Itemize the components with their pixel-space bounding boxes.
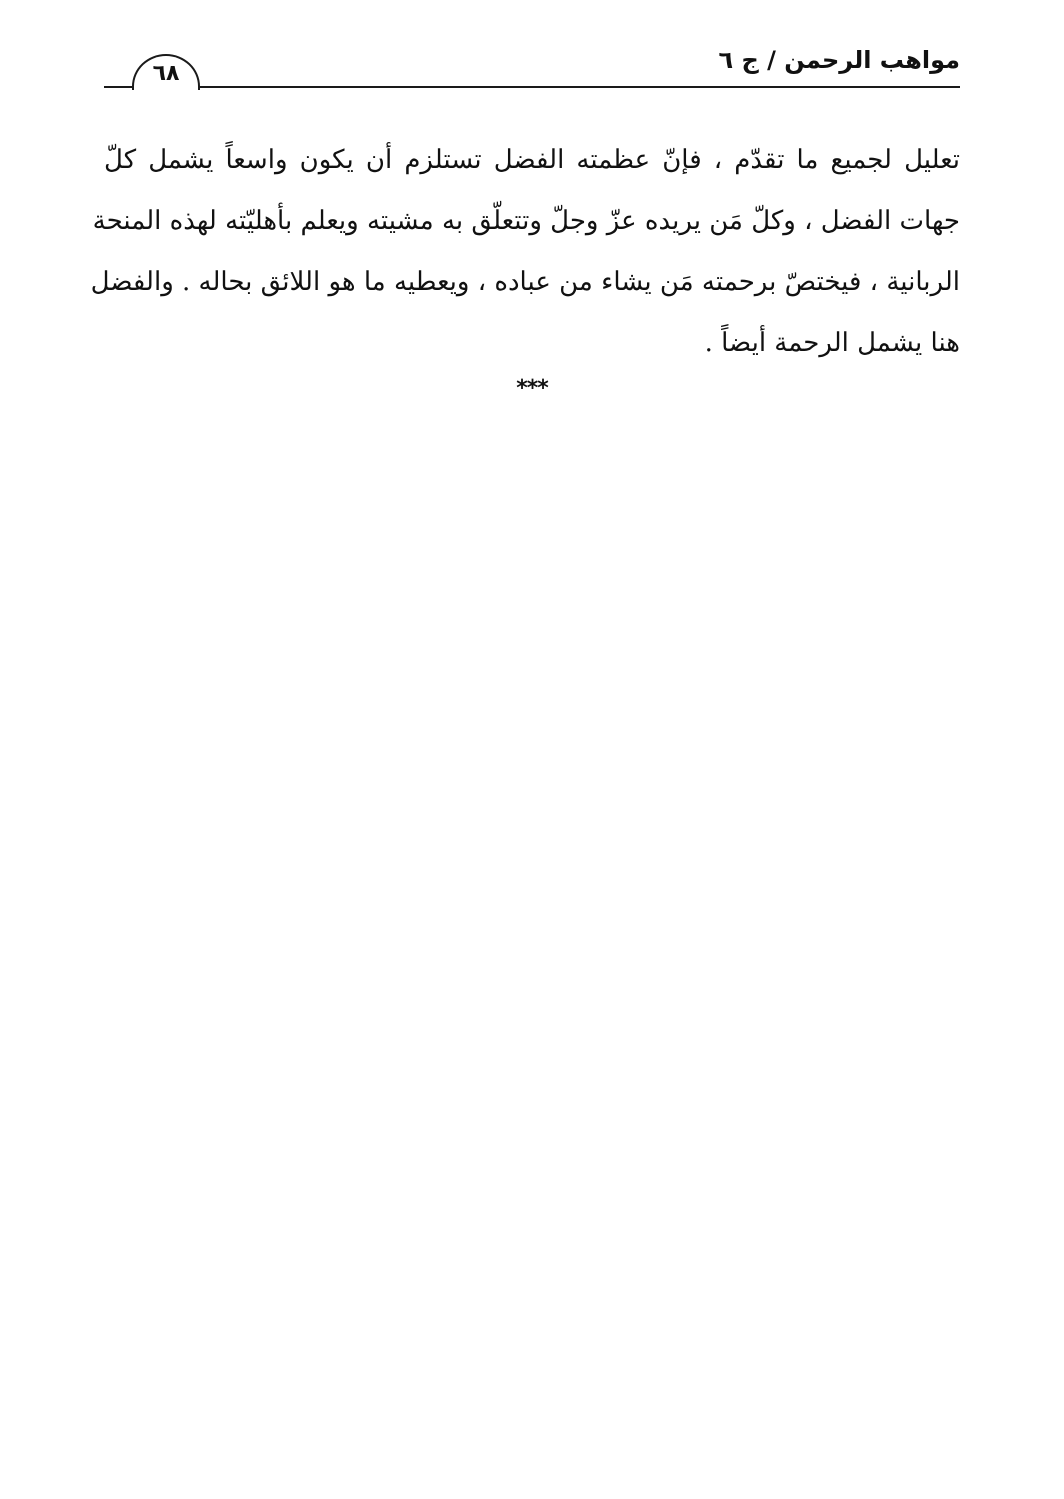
running-title: مواهب الرحمن / ج ٦ [718,46,960,74]
section-separator: *** [516,376,548,401]
body-paragraph [90,130,960,374]
paragraph-line: هنا يشمل الرحمة أيضاً . [704,328,960,358]
paragraph-line: تعليل لجميع ما تقدّم ، فإنّ عظمته الفضل تستلزم أن يكون واسعاً يشمل كلّ [104,145,960,175]
header-rule [104,86,960,88]
page-header [104,40,960,90]
paragraph-line: الربانية ، فيختصّ برحمته مَن يشاء من عباده ، ويعطيه ما هو اللائق بحاله . والفضل [90,267,960,297]
paragraph-line: جهات الفضل ، وكلّ مَن يريده عزّ وجلّ وتتعلّق به مشيته ويعلم بأهليّته لهذه المنحة [92,206,960,236]
page-number: ٦٨ [132,54,200,90]
